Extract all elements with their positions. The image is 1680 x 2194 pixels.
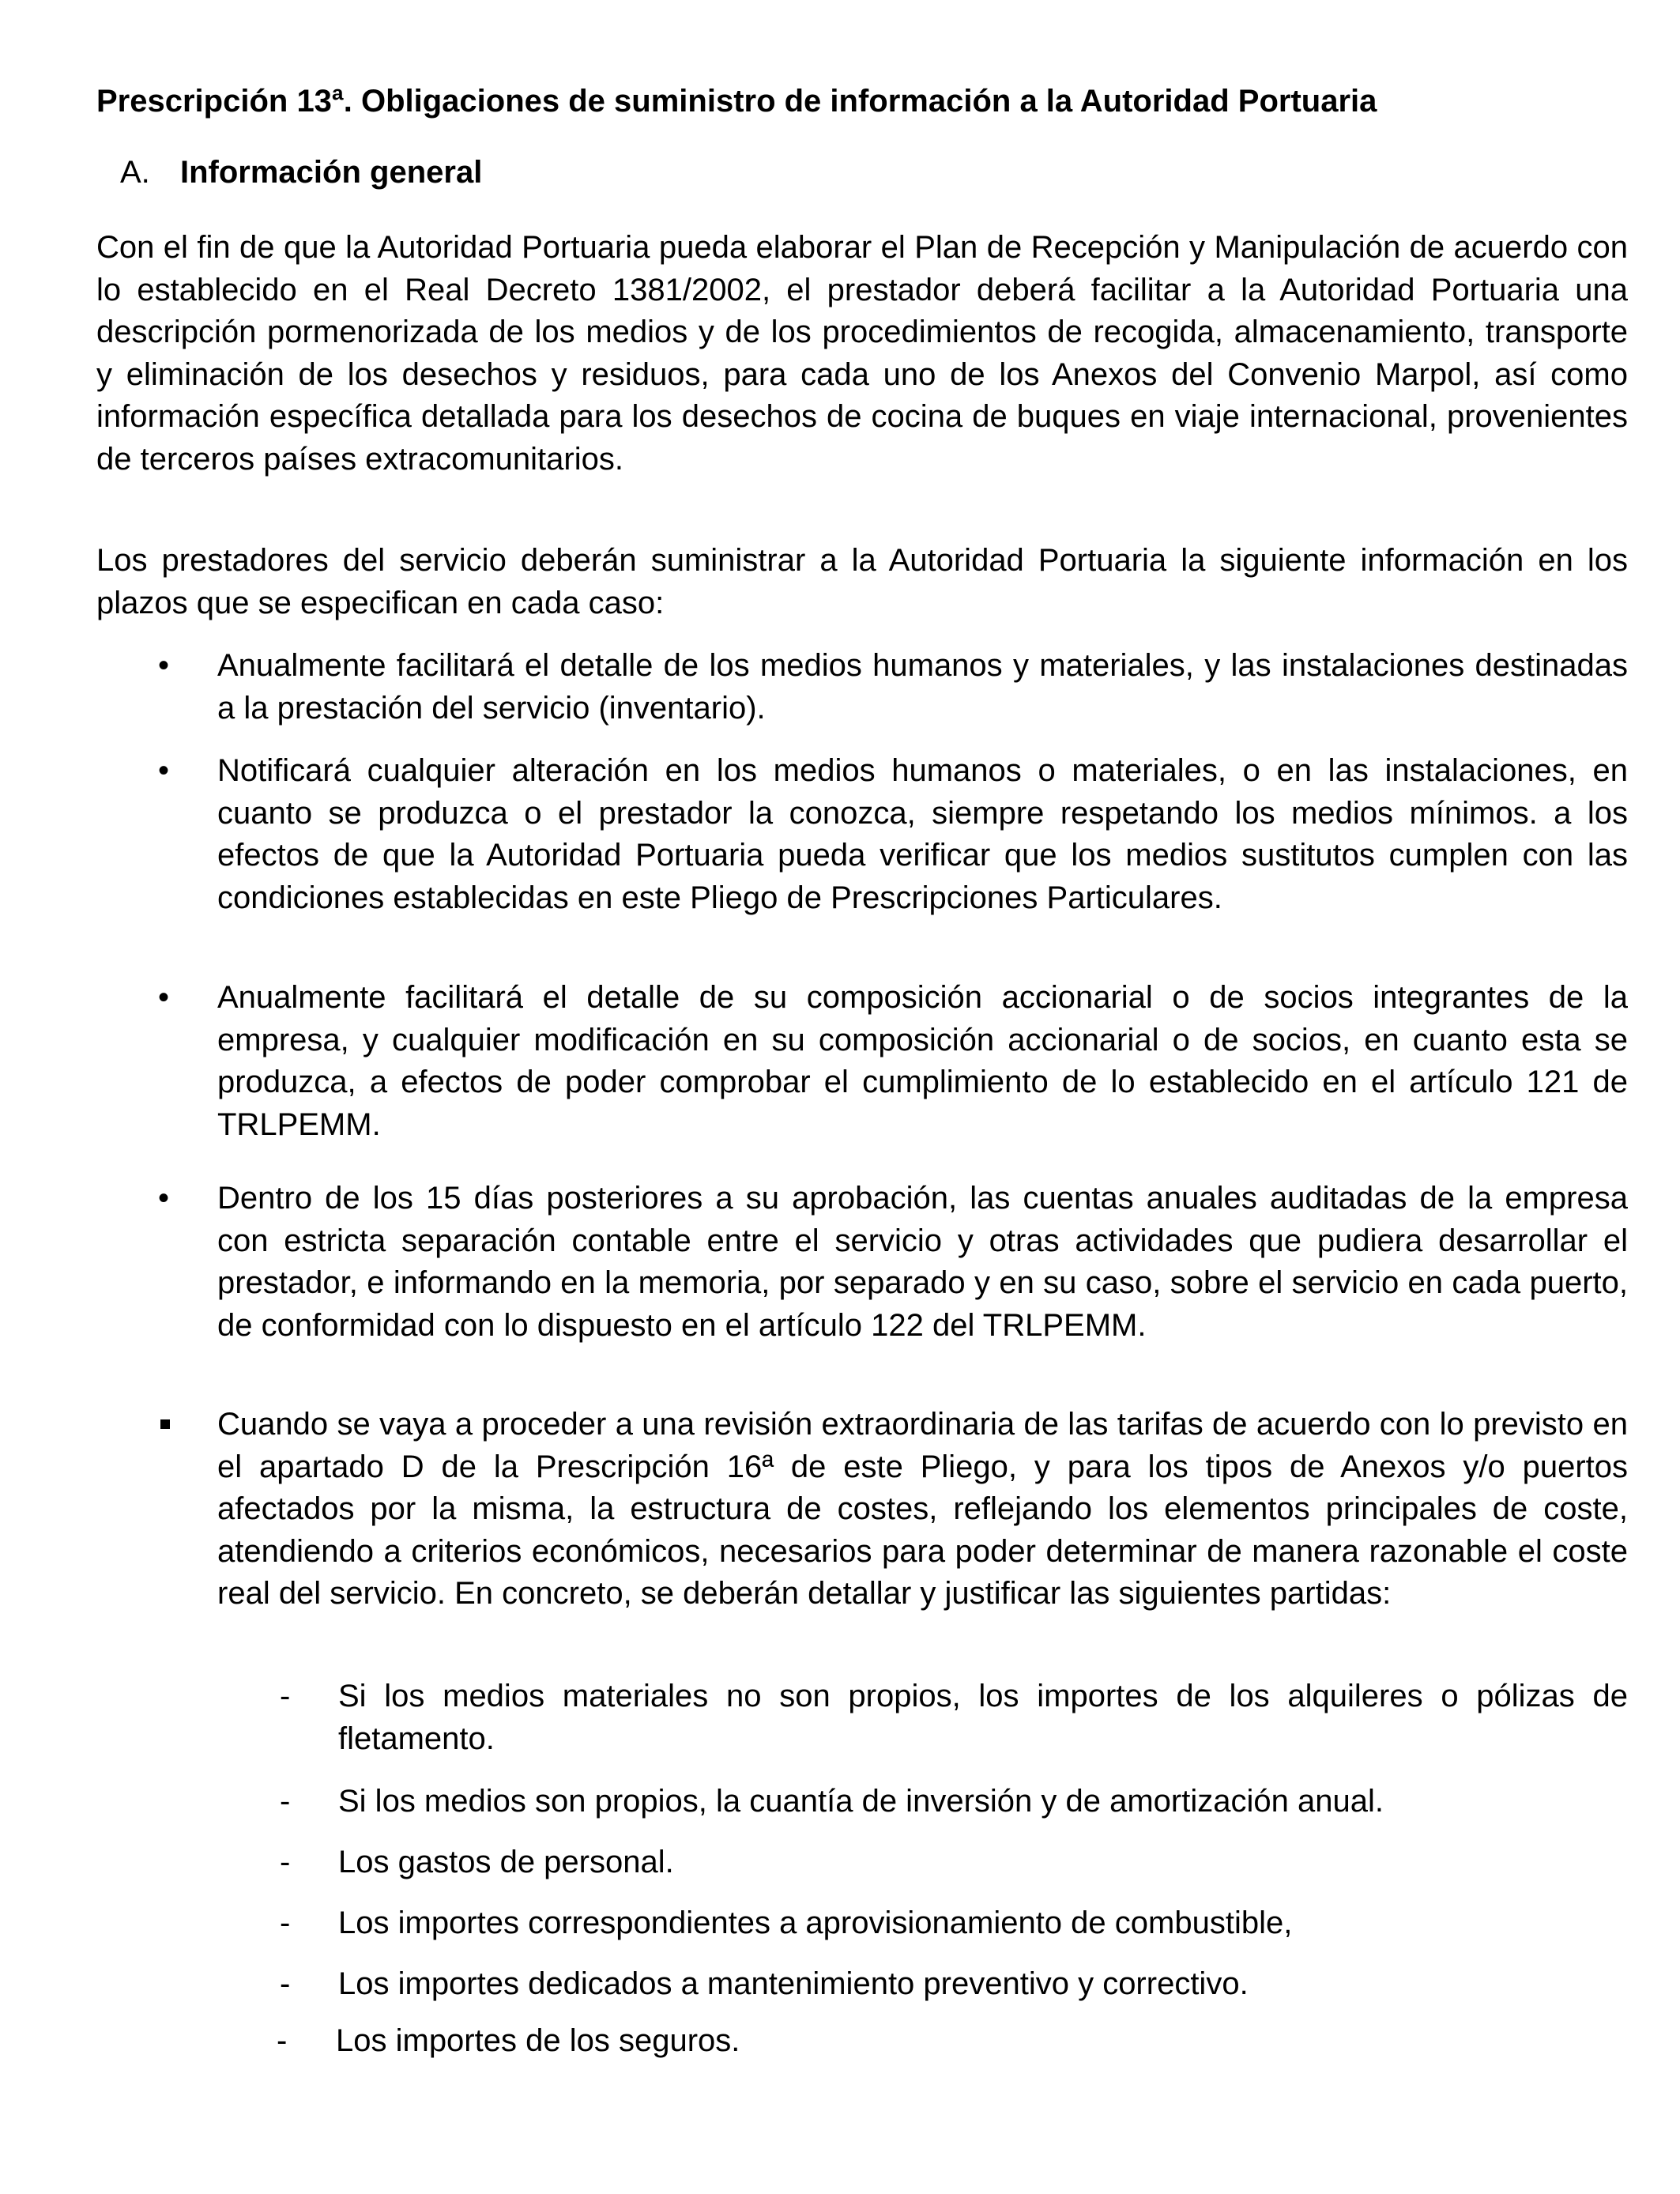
dash-marker: - [280,1906,291,1940]
bullet-item: Notificará cualquier alteración en los medios humanos o materiales, o en las instalaciones, en cuanto se produzca o el prestador la conozca, siempre respetando los medios mínimos. a los efectos de que la Autoridad Portuaria pueda verificar que los medios sustitutos cumplen con las condiciones establecidas en este Pliego de Prescripciones Particulares. [217,753,1628,915]
bullet-marker: • [158,648,170,683]
bullet-item: Cuando se vaya a proceder a una revisión extraordinaria de las tarifas de acuerdo con lo previsto en el apartado D de la Prescripción 16ª de este Pliego, y para los tipos de Anexos y/o puertos afectados por la misma, la estructura de costes, reflejando los elementos principales de coste, atendiendo a criterios económicos, necesarios para poder determinar de manera razonable el coste real del servicio. En concreto, se deberán detallar y justificar las siguientes partidas: [217,1407,1628,1611]
bullet-item: Anualmente facilitará el detalle de su composición accionarial o de socios integrantes de la empresa, y cualquier modificación en su composición accionarial o de socios, en cuanto esta se produzca, a efectos de poder comprobar el cumplimiento de lo establecido en el artículo 121 de TRLPEMM. [217,980,1628,1142]
bullet-marker: • [158,753,170,788]
section-letter: A. [120,155,150,190]
sub-list-item: Los importes correspondientes a aprovisionamiento de combustible, [338,1906,1293,1940]
sub-list-item: Los importes de los seguros. [336,2023,740,2058]
section-title: Información general [180,155,483,190]
bullet-item: Dentro de los 15 días posteriores a su aprobación, las cuentas anuales auditadas de la empresa con estricta separación contable entre el servicio y otras actividades que pudiera desarrollar el prestador, e informando en la memoria, por separado y en su caso, sobre el servicio en cada puerto, de conformidad con lo dispuesto en el artículo 122 del TRLPEMM. [217,1181,1628,1343]
sub-list-item: Si los medios son propios, la cuantía de inversión y de amortización anual. [338,1784,1384,1819]
section-heading [120,150,482,194]
dash-marker: - [280,1966,291,2001]
bullet-marker: • [158,1181,170,1216]
sub-list-item: Los importes dedicados a mantenimiento preventivo y correctivo. [338,1966,1249,2001]
square-bullet-icon [160,1419,170,1429]
paragraph: Con el fin de que la Autoridad Portuaria pueda elaborar el Plan de Recepción y Manipulación de acuerdo con lo establecido en el Real Decreto 1381/2002, el prestador deberá facilitar a la Autoridad Portuaria una descripción pormenorizada de los medios y de los procedimientos de recogida, almacenamiento, transporte y eliminación de los desechos y residuos, para cada uno de los Anexos del Convenio Marpol, así como información específica detallada para los desechos de cocina de buques en viaje internacional, provenientes de terceros países extracomunitarios. [96,230,1628,477]
bullet-marker: • [158,980,170,1015]
document-heading: Prescripción 13ª. Obligaciones de suministro de información a la Autoridad Portuaria [96,84,1377,119]
dash-marker: - [280,1784,291,1819]
dash-marker: - [280,1845,291,1879]
dash-marker: - [280,1679,291,1713]
paragraph: Los prestadores del servicio deberán suministrar a la Autoridad Portuaria la siguiente información en los plazos que se especifican en cada caso: [96,543,1628,620]
bullet-item: Anualmente facilitará el detalle de los medios humanos y materiales, y las instalaciones destinadas a la prestación del servicio (inventario). [217,648,1628,726]
sub-list-item: Los gastos de personal. [338,1845,674,1879]
dash-marker: - [277,2023,288,2058]
sub-list-item: Si los medios materiales no son propios, los importes de los alquileres o pólizas de fletamento. [338,1679,1628,1756]
